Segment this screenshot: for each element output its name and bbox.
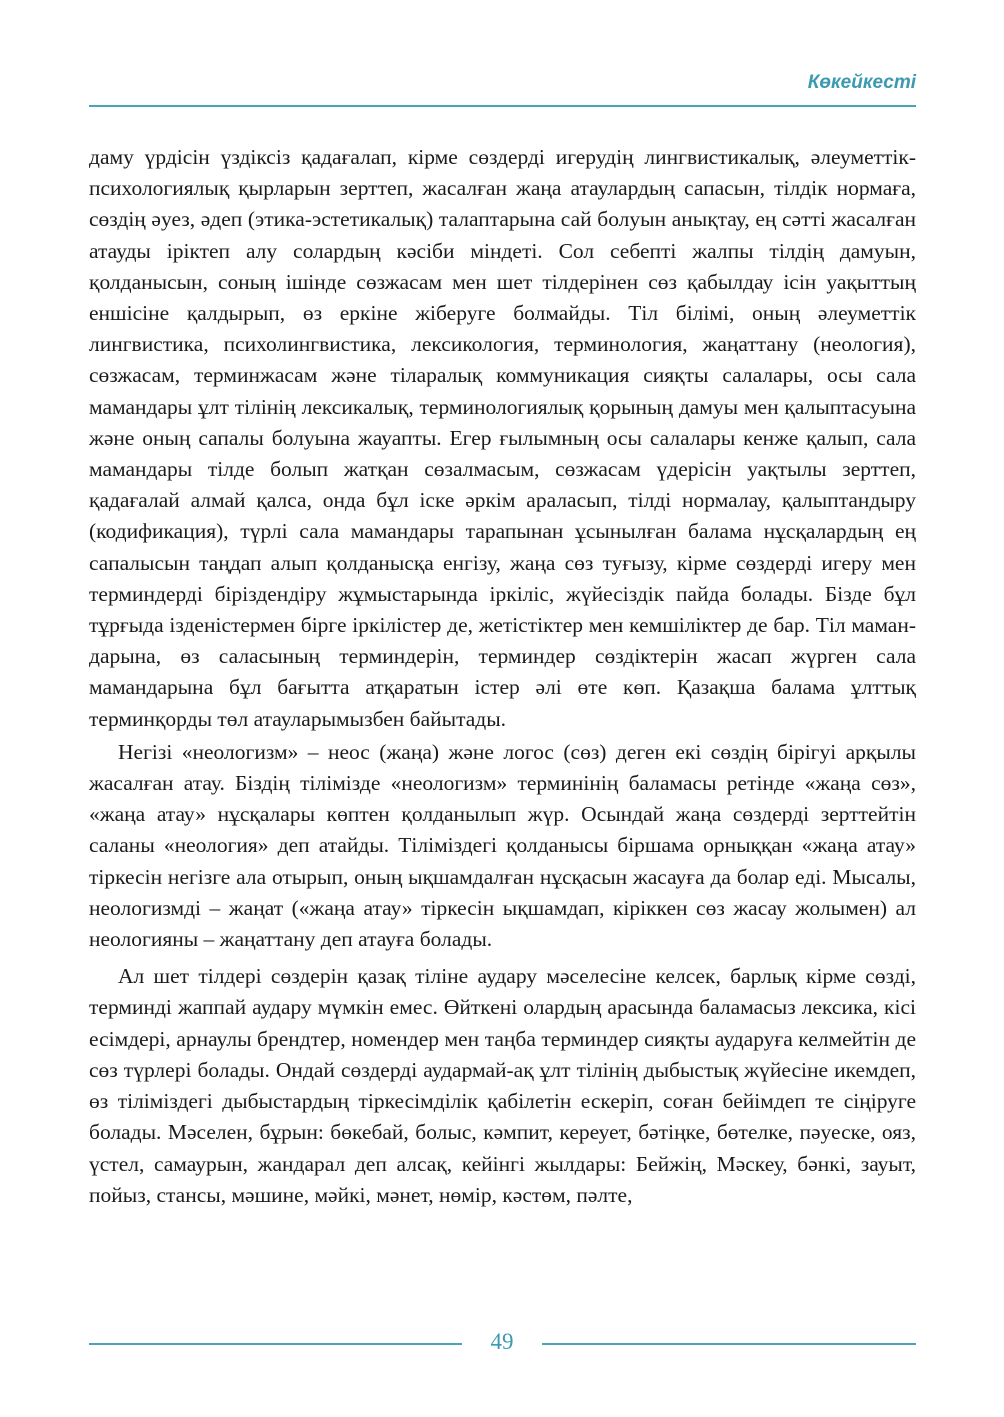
paragraph-1: даму үрдісін үздіксіз қадағалап, кірме сөздерді игерудің лингвистикалық, әлеуметтік-психологиялық қырларын зерттеп, жасалған жаңа атаулардың сапасын, тілдік нормаға, сөздің әуез, әдеп (этика-эстетикалық) талаптарына сай болуын анықтау, ең сәтті жасалған атауды іріктеп алу солардың кәсіби міндеті. Сол себепті жалпы тілдің дамуын, қолданысын, соның ішінде сөзжасам мен шет тілдерінен сөз қабылдау ісін уақыттың еншісіне қалдырып, өз еркіне жіберуге болмайды. Тіл білімі, оның әлеуметтік лингвистика, психолингвистика, лексикология, терминология, жаңаттану (неология), сөзжасам, терминжасам және тіларалық коммуникация сияқты салалары, осы сала мамандары ұлт тілінің лексикалық, терминологиялық қорының дамуы мен қалыптасуына және оның сапалы болуына жауапты. Егер ғылымның осы салалары кенже қалып, сала мамандары тілде болып жатқан сөзалмасым, сөзжасам үдерісін уақтылы зерттеп, қадағалай алмай қалса, онда бұл іске әркім араласып, тілді нормалау, қалыптандыру (кодификация), түрлі сала мамандары тарапынан ұсынылған балама нұсқалардың ең сапалысын таңдап алып қолданысқа енгізу, жаңа сөз туғызу, кірме сөздерді игеру мен терминдерді біріздендіру жұмыстарында іркіліс, жүйесіздік пайда болады. Бізде бұл тұрғыда ізденістермен бірге іркілістер де, жетістіктер мен кемшіліктер де бар. Тіл мамандарына, өз саласының терминдерін, терминдер сөздіктерін жасап жүрген сала мамандарына бұл бағытта атқаратын істер әлі өте көп. Қазақша балама ұлттық терминқорды төл атауларымызбен байытады. (89, 145, 916, 731)
running-title: Көкейкесті (807, 72, 916, 93)
page-number: 49 (490, 1329, 514, 1354)
header-rule (89, 105, 916, 107)
footer-rule-right (542, 1343, 916, 1345)
body-text (89, 142, 916, 1211)
paragraph-3: Ал шет тілдері сөздерін қазақ тіліне аудару мәселесіне келсек, барлық кірме сөзді, терминді жаппай аудару мүмкін емес. Өйткені олардың арасында баламасыз лексика, кісі есімдері, арнаулы брендтер, номендер мен таңба терминдер сияқты аударуға келмейтін де сөз түрлері болады. Ондай сөздерді аудармай-ақ ұлт тілінің дыбыстық жүйесіне икемдеп, өз тіліміздегі дыбыстардың тіркесімділік қабілетін ескеріп, соған бейімдеп те сіңіруге болады. Мәселен, бұрын: бөкебай, болыс, кәмпит, кереует, бәтіңке, бөтелке, пәуеске, ояз, үстел, самаурын, жандарал деп алсақ, кейінгі жылдары: Бейжің, Мәскеу, бәнкі, зауыт, пойыз, стансы, мәшине, мәйкі, мәнет, нөмір, кәстөм, пәлте, (89, 964, 916, 1207)
footer-rule-left (89, 1343, 462, 1345)
paragraph-2: Негізі «неологизм» – неос (жаңа) және логос (сөз) деген екі сөздің бірігуі арқылы жасалған атау. Біздің тілімізде «неологизм» терминінің баламасы ретінде «жаңа сөз», «жаңа атау» нұсқалары көптен қолданылып жүр. Осындай жаңа сөздерді зерттейтін саланы «неология» деп атайды. Тіліміздегі қолданысы біршама орныққан «жаңа атау» тіркесін негізге ала отырып, оның ықшамдалған нұсқасын жасауға да болар еді. Мысалы, неологизмді – жаңат («жаңа атау» тіркесін ықшамдап, кіріккен сөз жасау жолымен) ал неологияны – жаңаттану деп атауға болады. (89, 739, 916, 952)
